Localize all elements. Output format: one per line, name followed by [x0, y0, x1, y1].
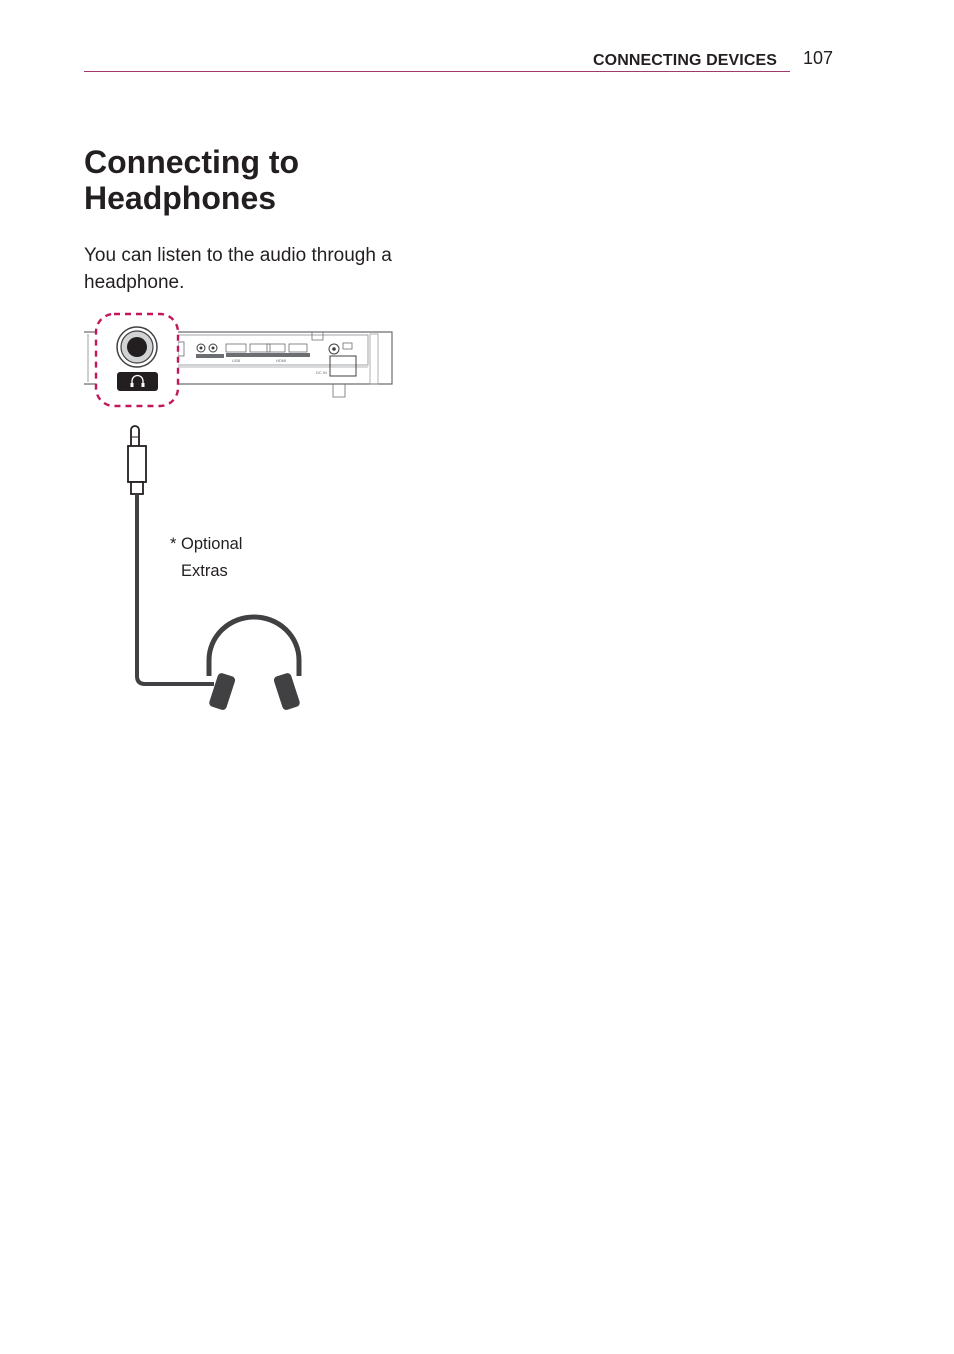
section-title: CONNECTING DEVICES	[593, 52, 778, 69]
headphone-jack-callout	[96, 314, 178, 406]
port-label-usb: USB	[232, 358, 241, 363]
page-number: 107	[803, 48, 834, 68]
headphones-illustration	[208, 617, 301, 711]
optional-extras-note	[170, 531, 242, 585]
note-line-2: Extras	[181, 562, 228, 580]
headphone-cable	[137, 494, 214, 684]
intro-paragraph: You can listen to the audio through a headphone.	[84, 245, 392, 293]
page-title: Connecting to Headphones	[84, 144, 300, 216]
note-line-1: * Optional	[170, 535, 243, 553]
audio-plug	[128, 426, 146, 494]
port-label-hdmi: HDMI	[276, 358, 287, 363]
port-label-dc: DC IN	[316, 370, 327, 375]
